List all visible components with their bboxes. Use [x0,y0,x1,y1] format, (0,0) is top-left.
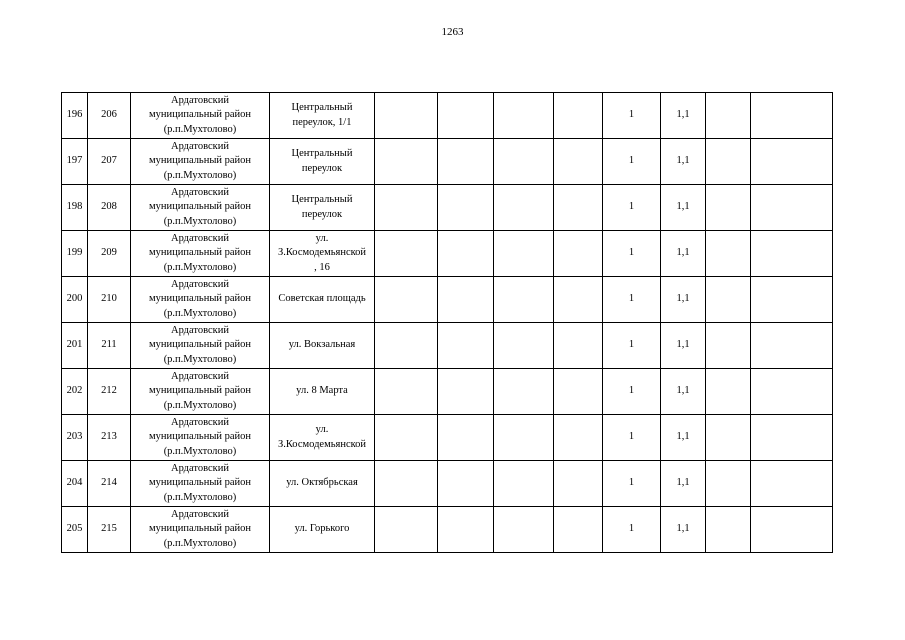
table-row [62,507,833,553]
cell-col6 [438,139,494,185]
cell-col11 [706,461,751,507]
cell-municipality-line: Ардатовский [170,416,230,428]
cell-municipality-line: муниципальный район [148,293,252,305]
cell-object-id: 206 [88,93,131,139]
cell-quantity: 1 [603,185,661,231]
cell-col7 [494,323,554,369]
cell-row-number: 196 [62,93,88,139]
table-row [62,139,833,185]
cell-row-number: 198 [62,185,88,231]
cell-municipality [131,139,270,185]
cell-municipality [131,323,270,369]
cell-col8 [554,277,603,323]
cell-value: 1,1 [661,277,706,323]
cell-col12 [751,139,833,185]
cell-address-line: ул. [315,232,329,244]
cell-col7 [494,415,554,461]
cell-municipality-line: муниципальный район [148,339,252,351]
cell-col12 [751,231,833,277]
cell-value: 1,1 [661,507,706,553]
cell-address [270,415,375,461]
cell-col8 [554,185,603,231]
cell-col5 [375,185,438,231]
table-row [62,461,833,507]
cell-address [270,507,375,553]
table-row [62,93,833,139]
cell-municipality-line: Ардатовский [170,186,230,198]
cell-col11 [706,185,751,231]
cell-col8 [554,507,603,553]
cell-col5 [375,461,438,507]
cell-value: 1,1 [661,93,706,139]
cell-col5 [375,277,438,323]
table-row [62,415,833,461]
cell-object-id: 210 [88,277,131,323]
cell-municipality-line: муниципальный район [148,523,252,535]
table-row [62,369,833,415]
cell-municipality-line: (р.п.Мухтолово) [163,353,237,365]
cell-value: 1,1 [661,461,706,507]
cell-row-number: 197 [62,139,88,185]
cell-col12 [751,415,833,461]
cell-col7 [494,185,554,231]
table-row [62,231,833,277]
cell-municipality [131,415,270,461]
cell-municipality [131,277,270,323]
cell-col6 [438,461,494,507]
cell-address-line: Центральный [291,102,353,113]
cell-col7 [494,93,554,139]
cell-col11 [706,93,751,139]
cell-object-id: 215 [88,507,131,553]
cell-address-line: ул. Вокзальная [288,339,356,351]
cell-row-number: 204 [62,461,88,507]
cell-value: 1,1 [661,369,706,415]
cell-municipality-line: (р.п.Мухтолово) [163,537,237,549]
cell-address-line: ул. Октябрьская [286,477,358,489]
cell-address-line: переулок [301,208,343,220]
cell-municipality-line: (р.п.Мухтолово) [163,215,237,227]
cell-municipality-line: (р.п.Мухтолово) [163,307,237,319]
page-number: 1263 [441,26,464,38]
cell-address [270,369,375,415]
cell-address-line: Советская площадь [278,293,366,305]
cell-address-line: , 16 [314,261,330,273]
cell-col5 [375,93,438,139]
cell-object-id: 208 [88,185,131,231]
cell-municipality-line: (р.п.Мухтолово) [163,123,237,135]
cell-quantity: 1 [603,369,661,415]
cell-col11 [706,323,751,369]
cell-municipality-line: муниципальный район [148,247,252,259]
cell-object-id: 209 [88,231,131,277]
cell-municipality [131,93,270,139]
cell-quantity: 1 [603,461,661,507]
cell-col11 [706,415,751,461]
cell-col6 [438,369,494,415]
cell-municipality-line: муниципальный район [148,477,252,489]
cell-municipality-line: муниципальный район [148,109,252,121]
cell-municipality [131,461,270,507]
cell-col12 [751,185,833,231]
cell-address-line: З.Космодемьянской [277,247,367,259]
cell-address-line: переулок [301,162,343,174]
cell-quantity: 1 [603,323,661,369]
cell-col6 [438,231,494,277]
cell-municipality-line: Ардатовский [170,232,230,244]
cell-col6 [438,323,494,369]
cell-col6 [438,415,494,461]
cell-col12 [751,507,833,553]
cell-col8 [554,323,603,369]
cell-object-id: 211 [88,323,131,369]
cell-col12 [751,93,833,139]
cell-municipality-line: Ардатовский [170,370,230,382]
cell-municipality-line: Ардатовский [170,140,230,152]
cell-address-line: переулок, 1/1 [292,116,352,128]
cell-col7 [494,461,554,507]
cell-col12 [751,277,833,323]
cell-col6 [438,93,494,139]
cell-quantity: 1 [603,231,661,277]
table-row [62,277,833,323]
cell-col11 [706,369,751,415]
cell-value: 1,1 [661,185,706,231]
cell-col11 [706,277,751,323]
cell-municipality-line: Ардатовский [170,462,230,474]
cell-address [270,139,375,185]
cell-address-line: ул. 8 Марта [296,385,348,397]
cell-col7 [494,231,554,277]
cell-address [270,185,375,231]
cell-col6 [438,507,494,553]
cell-municipality-line: муниципальный район [148,155,252,167]
cell-col11 [706,139,751,185]
cell-address [270,277,375,323]
cell-col12 [751,323,833,369]
cell-municipality-line: (р.п.Мухтолово) [163,445,237,457]
cell-col5 [375,415,438,461]
cell-col7 [494,139,554,185]
cell-address [270,461,375,507]
table-row [62,185,833,231]
cell-address [270,93,375,139]
cell-municipality [131,507,270,553]
cell-col5 [375,139,438,185]
cell-municipality-line: муниципальный район [148,201,252,213]
cell-quantity: 1 [603,277,661,323]
cell-col8 [554,369,603,415]
cell-col8 [554,461,603,507]
cell-municipality-line: Ардатовский [170,508,230,520]
cell-municipality-line: (р.п.Мухтолово) [163,169,237,181]
cell-address-line: Центральный [291,194,353,205]
cell-col11 [706,231,751,277]
cell-col8 [554,93,603,139]
cell-row-number: 200 [62,277,88,323]
cell-municipality [131,369,270,415]
cell-municipality-line: Ардатовский [170,278,230,290]
cell-municipality-line: муниципальный район [148,385,252,397]
cell-col5 [375,507,438,553]
cell-col8 [554,231,603,277]
cell-municipality [131,185,270,231]
cell-address-line: ул. Горького [294,523,350,535]
register-table [61,92,833,553]
cell-col11 [706,507,751,553]
cell-col5 [375,369,438,415]
cell-row-number: 202 [62,369,88,415]
cell-municipality [131,231,270,277]
cell-value: 1,1 [661,323,706,369]
cell-object-id: 214 [88,461,131,507]
cell-value: 1,1 [661,231,706,277]
cell-address-line: З.Космодемьянской [277,438,367,450]
cell-col5 [375,323,438,369]
cell-object-id: 207 [88,139,131,185]
cell-address [270,231,375,277]
cell-value: 1,1 [661,139,706,185]
cell-municipality-line: (р.п.Мухтолово) [163,399,237,411]
cell-quantity: 1 [603,93,661,139]
cell-col8 [554,415,603,461]
cell-address-line: Центральный [291,148,353,159]
cell-municipality-line: (р.п.Мухтолово) [163,261,237,273]
cell-quantity: 1 [603,507,661,553]
cell-col5 [375,231,438,277]
cell-municipality-line: Ардатовский [170,94,230,106]
cell-row-number: 203 [62,415,88,461]
cell-municipality-line: муниципальный район [148,431,252,443]
cell-row-number: 205 [62,507,88,553]
cell-quantity: 1 [603,139,661,185]
cell-municipality-line: (р.п.Мухтолово) [163,491,237,503]
cell-row-number: 199 [62,231,88,277]
cell-quantity: 1 [603,415,661,461]
cell-col7 [494,507,554,553]
register-table-body [62,93,833,553]
cell-object-id: 212 [88,369,131,415]
table-row [62,323,833,369]
cell-col12 [751,369,833,415]
cell-col12 [751,461,833,507]
cell-address-line: ул. [315,424,329,435]
cell-col6 [438,277,494,323]
cell-col6 [438,185,494,231]
cell-col7 [494,277,554,323]
cell-col7 [494,369,554,415]
cell-municipality-line: Ардатовский [170,324,230,336]
cell-address [270,323,375,369]
cell-col8 [554,139,603,185]
cell-row-number: 201 [62,323,88,369]
cell-value: 1,1 [661,415,706,461]
cell-object-id: 213 [88,415,131,461]
